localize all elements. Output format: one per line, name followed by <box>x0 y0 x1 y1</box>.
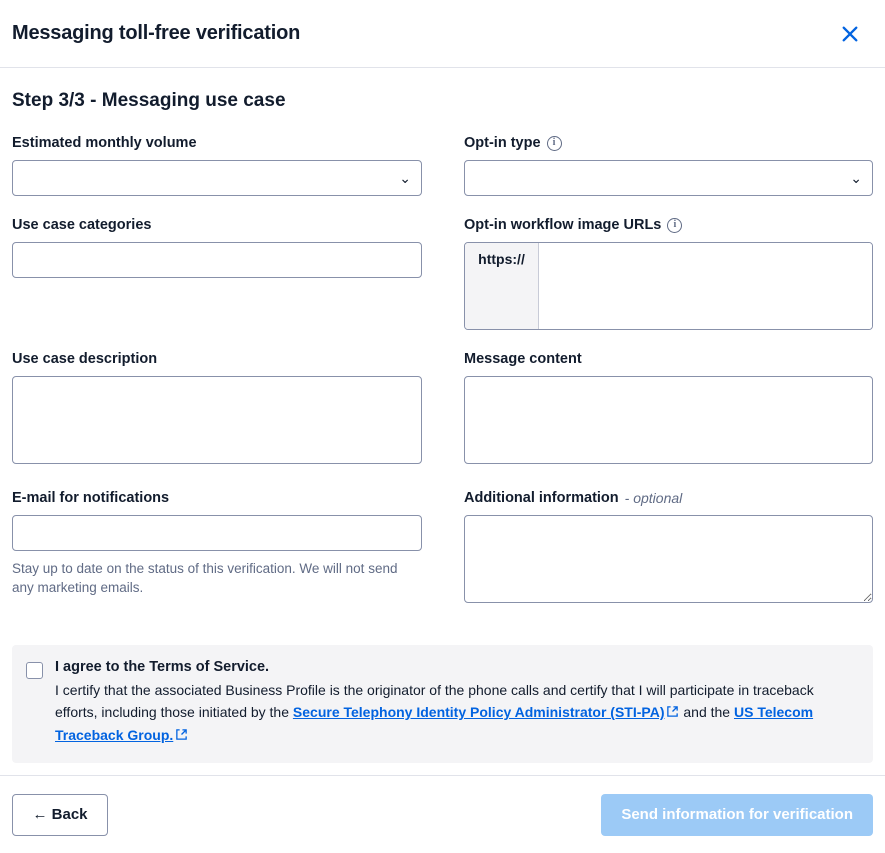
field-message-content <box>464 350 873 469</box>
label-row <box>464 216 873 234</box>
external-link-icon <box>175 725 188 747</box>
estimated-monthly-volume-select[interactable] <box>12 160 422 196</box>
field-opt-in-workflow-image-urls <box>464 216 873 330</box>
modal-header <box>0 0 885 68</box>
field-label: Use case categories <box>12 217 152 233</box>
use-case-categories-input[interactable] <box>12 242 422 278</box>
terms-panel <box>12 645 873 763</box>
field-label: Additional information <box>464 490 619 506</box>
field-label: Opt-in workflow image URLs <box>464 217 662 233</box>
label-row <box>464 350 873 368</box>
send-information-for-verification-button[interactable]: Send information for verification <box>601 794 873 836</box>
terms-body-part1: I certify that the associated Business Profile is the originator of the phone calls and certify that I will participate in traceback efforts, including those initiated by the <box>55 682 814 720</box>
modal-body <box>0 68 885 639</box>
terms-body <box>55 679 857 747</box>
back-button[interactable]: ← Back <box>12 794 108 836</box>
step-title: Step 3/3 - Messaging use case <box>12 90 286 111</box>
form-grid <box>12 134 873 628</box>
field-use-case-description <box>12 350 422 469</box>
field-label: Use case description <box>12 351 158 367</box>
terms-content <box>55 659 857 747</box>
email-field[interactable] <box>12 515 422 551</box>
info-icon[interactable]: i <box>547 136 562 151</box>
opt-in-workflow-url-group <box>464 242 873 330</box>
field-estimated-monthly-volume <box>12 134 422 196</box>
terms-title: I agree to the Terms of Service. <box>55 659 270 675</box>
opt-in-type-select[interactable] <box>464 160 873 196</box>
link-us-telecom-traceback-group[interactable]: US Telecom Traceback Group. <box>55 704 814 743</box>
chevron-down-icon: ⌄ <box>850 169 862 186</box>
additional-information-input[interactable] <box>464 515 873 603</box>
terms-conjunction: and the <box>683 704 731 720</box>
field-opt-in-type <box>464 134 873 196</box>
field-additional-information <box>464 489 873 608</box>
field-label: E-mail for notifications <box>12 490 170 506</box>
label-row <box>12 134 422 152</box>
message-content-input[interactable] <box>464 376 873 464</box>
modal-footer <box>0 775 885 853</box>
label-row <box>464 134 873 152</box>
page-title: Messaging toll-free verification <box>12 22 301 44</box>
label-row <box>464 489 873 507</box>
use-case-description-input[interactable] <box>12 376 422 464</box>
label-row <box>12 350 422 368</box>
field-use-case-categories <box>12 216 422 330</box>
field-label: Estimated monthly volume <box>12 135 197 151</box>
field-email-for-notifications <box>12 489 422 608</box>
link-sti-pa[interactable]: Secure Telephony Identity Policy Administrator (STI-PA) <box>292 704 665 720</box>
email-help-text: Stay up to date on the status of this verification. We will not send any marketing emails. <box>12 561 398 595</box>
external-link-icon <box>666 702 679 724</box>
opt-in-workflow-image-urls-input[interactable] <box>539 243 872 329</box>
close-icon[interactable] <box>835 19 865 49</box>
field-label: Message content <box>464 351 582 367</box>
field-label: Opt-in type <box>464 135 541 151</box>
chevron-down-icon: ⌄ <box>399 169 411 186</box>
url-prefix-label: https:// <box>465 243 539 329</box>
info-icon[interactable]: i <box>667 218 682 233</box>
terms-checkbox[interactable] <box>26 662 43 679</box>
optional-tag: - optional <box>624 490 683 506</box>
label-row <box>12 216 422 234</box>
label-row <box>12 489 422 507</box>
